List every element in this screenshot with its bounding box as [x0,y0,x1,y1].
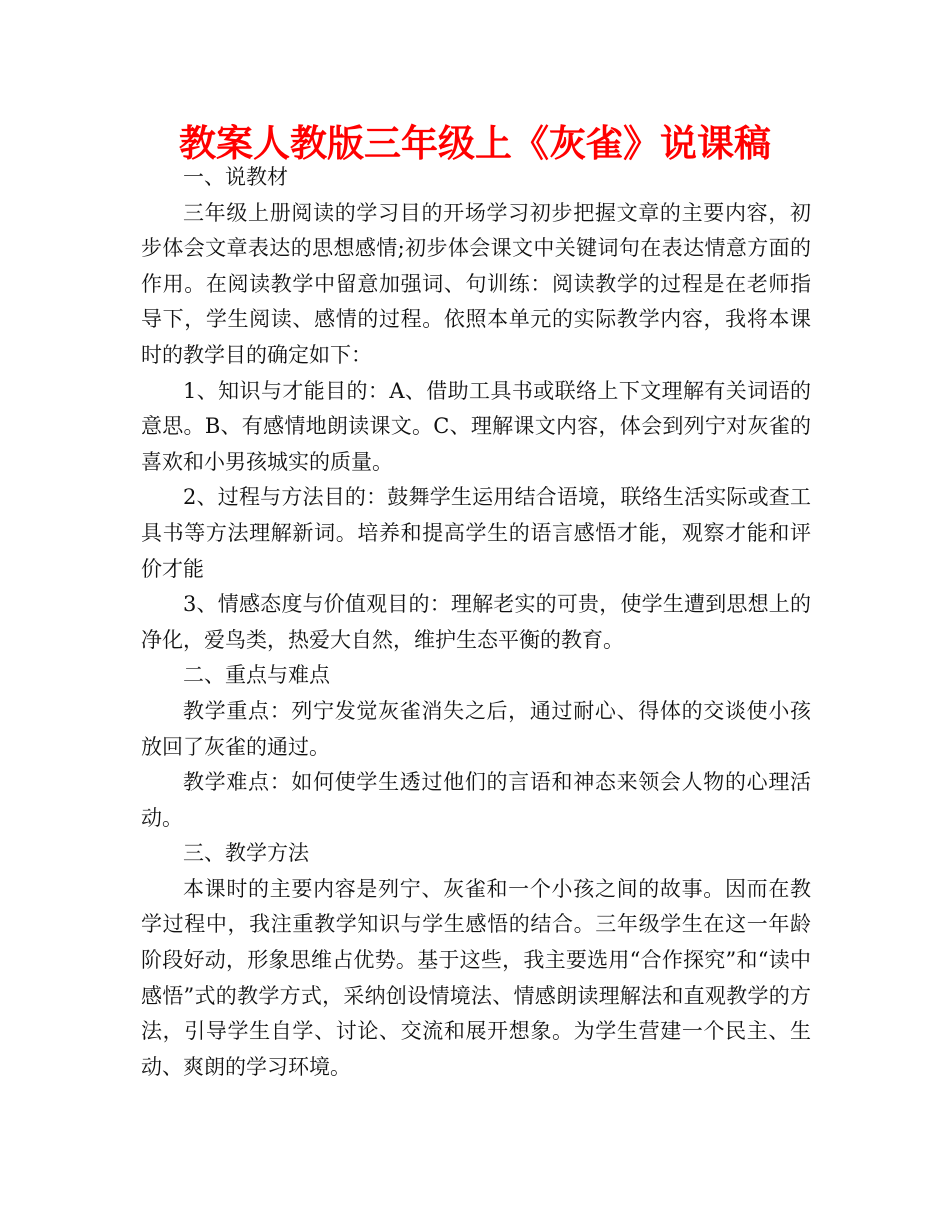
paragraph-material-overview: 三年级上册阅读的学习目的开场学习初步把握文章的主要内容，初步体会文章表达的思想感情;初步体会课文中关键词句在表达情意方面的作用。在阅读教学中留意加强词、句训练：阅读教学的过程是在老师指导下，学生阅读、感情的过程。依照本单元的实际教学内容，我将本课时的教学目的确定如下： [141,200,811,367]
paragraph-difficulty: 教学难点：如何使学生透过他们的言语和神态来领会人物的心理活动。 [141,770,811,830]
paragraph-goal-emotion: 3、情感态度与价值观目的：理解老实的可贵，使学生遭到思想上的净化，爱鸟类，热爱大自然，维护生态平衡的教育。 [141,592,811,652]
paragraph-method: 本课时的主要内容是列宁、灰雀和一个小孩之间的故事。因而在教学过程中，我注重教学知识与学生感悟的结合。三年级学生在这一年龄阶段好动，形象思维占优势。基于这些，我主要选用“合作探究”和“读中感悟”式的教学方式，采纳创设情境法、情感朗读理解法和直观教学的方法，引导学生自学、讨论、交流和展开想象。为学生营建一个民主、生动、爽朗的学习环境。 [141,876,811,1079]
section-heading-key-points: 二、重点与难点 [183,663,330,688]
section-heading-teaching-material: 一、说教材 [183,165,288,189]
document-title: 教案人教版三年级上《灰雀》说课稿 [179,122,771,165]
paragraph-key-point: 教学重点：列宁发觉灰雀消失之后，通过耐心、得体的交谈使小孩放回了灰雀的通过。 [141,698,811,759]
paragraph-goal-knowledge: 1、知识与才能目的：A、借助工具书或联络上下文理解有关词语的意思。B、有感情地朗读课文。C、理解课文内容，体会到列宁对灰雀的喜欢和小男孩城实的质量。 [141,378,811,474]
document-body [141,160,811,1085]
section-heading-teaching-method: 三、教学方法 [183,841,309,866]
paragraph-goal-process: 2、过程与方法目的：鼓舞学生运用结合语境，联络生活实际或查工具书等方法理解新词。培养和提高学生的语言感悟才能，观察才能和评价才能 [141,485,811,581]
